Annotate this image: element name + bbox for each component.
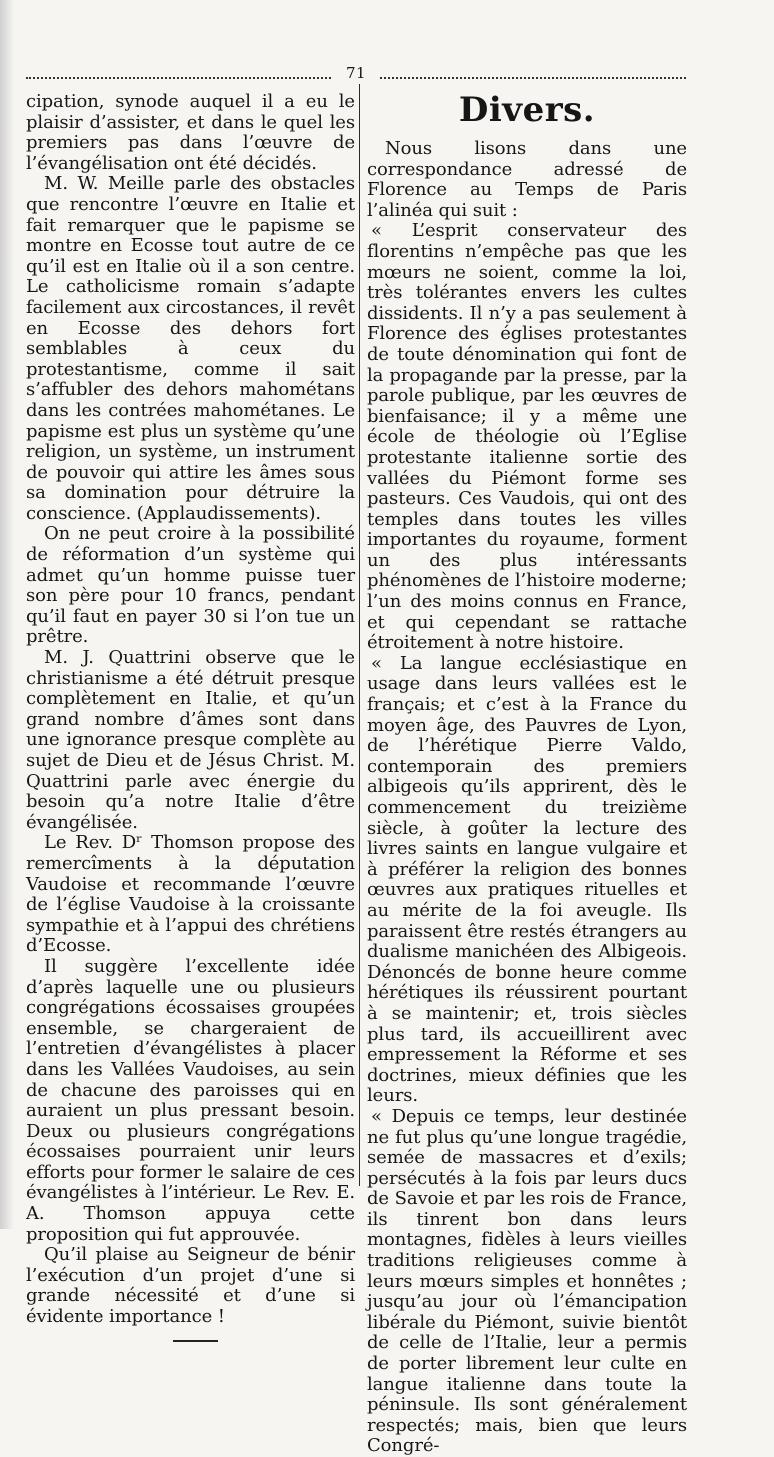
left-column bbox=[26, 92, 355, 1342]
left-paragraph-7: Qu’il plaise au Seigneur de bénir l’exécution d’un projet d’une si grande nécessité et d’une si évidente importance ! bbox=[26, 1244, 355, 1328]
article-end-rule bbox=[173, 1340, 218, 1342]
header-rule-left bbox=[26, 77, 331, 79]
left-paragraph-1: cipation, synode auquel il a eu le plaisir d’assister, et dans le quel les premiers pas dans l’œuvre de l’évangélisation ont été décidés. bbox=[26, 91, 355, 174]
right-column bbox=[367, 92, 687, 1457]
section-title: Divers. bbox=[458, 90, 596, 130]
left-paragraph-6: Il suggère l’excellente idée d’après laquelle une ou plusieurs congrégations écossaises groupées ensemble, se chargeraient de l’entretien d’évangélistes à placer dans les Vallées Vaudoises, au sein de chacune des paroisses qui en auraient un plus pressant besoin. Deux ou plusieurs congrégations écossaises pourraient unir leurs efforts pour former le salaire de ces évangélistes à l’intérieur. Le Rev. E. A. Thomson appuya cette proposition qui fut approuvée. bbox=[26, 955, 355, 1245]
right-paragraph-4: « Depuis ce temps, leur destinée ne fut plus qu’une longue tragédie, semée de massacres et d’exils; persécutés à la fois par leurs ducs de Savoie et par les rois de France, ils tinrent bon dans leurs montagnes, fidèles à leurs vieilles traditions religieuses comme à leurs mœurs simples et honnêtes ; jusqu’au jour où l’émancipation libérale du Piémont, suivie bientôt de celle de l’Italie, leur a permis de porter librement leur culte en langue italienne dans toute la péninsule. Ils sont généralement respectés; mais, bien que leurs Congré- bbox=[367, 1105, 687, 1457]
left-paragraph-3: On ne peut croire à la possibilité de réformation d’un système qui admet qu’un homme puisse tuer son père pour 10 francs, pendant qu’il faut en payer 30 si l’on tue un prêtre. bbox=[26, 523, 355, 648]
right-paragraph-2: « L’esprit conservateur des florentins n’empêche pas que les mœurs ne soient, comme la loi, très tolérantes envers les cultes dissidents. Il n’y a pas seulement à Florence des églises protestantes de toute dénomination qui font de la propagande par la presse, par la parole publique, par les œuvres de bienfaisance; il y a même une école de théologie où l’Eglise protestante italienne sortie des vallées du Piémont forme ses pasteurs. Ces Vaudois, qui ont des temples dans toutes les villes importantes du royaume, forment un des plus intéressants phénomènes de l’histoire moderne; l’un des moins connus en France, et qui cependant se rattache étroitement à notre histoire. bbox=[367, 220, 687, 654]
header-rule-right bbox=[380, 77, 686, 79]
right-paragraph-3: « La langue ecclésiastique en usage dans leurs vallées est le français; et c’est à la France du moyen âge, des Pauvres de Lyon, de l’hérétique Pierre Valdo, contemporain des premiers albigeois qu’ils apprirent, dès le commencement du treizième siècle, à goûter la lecture des livres saints en langue vulgaire et à préférer la religion des bonnes œuvres aux pratiques rituelles et au mérite de la foi aveugle. Ils paraissent être restés étrangers au dualisme manichéen des Albigeois. Dénoncés de bonne heure comme hérétiques ils réussirent pourtant à se maintenir; et, trois siècles plus tard, ils accueillirent avec empressement la Réforme et ses doctrines, mieux définies que les leurs. bbox=[367, 652, 687, 1107]
page-number: 71 bbox=[345, 64, 367, 82]
right-paragraph-1: Nous lisons dans une correspondance adressé de Florence au Temps de Paris l’alinéa qui suit : bbox=[367, 138, 687, 221]
page-edge-shadow bbox=[0, 0, 14, 1229]
left-paragraph-2: M. W. Meille parle des obstacles que rencontre l’œuvre en Italie et fait remarquer que le papisme se montre en Ecosse tout autre de ce qu’il est en Italie où il a son centre. Le catholicisme romain s’adapte facilement aux circostances, il revêt en Ecosse des dehors fort semblables à ceux du protestantisme, comme il sait s’affubler des dehors mahométans dans les contrées mahométanes. Le papisme est plus un système qu’une religion, un système, un instrument de pouvoir qui attire les âmes sous sa domination pour détruire la conscience. (Applaudissements). bbox=[26, 173, 355, 524]
left-paragraph-4: M. J. Quattrini observe que le christianisme a été détruit presque complètement en Italie, et qu’un grand nombre d’âmes sont dans une ignorance presque complète au sujet de Dieu et de Jésus Christ. M. Quattrini parle avec énergie du besoin qu’a notre Italie d’être évangélisée. bbox=[26, 647, 355, 833]
left-paragraph-5: Le Rev. Dʳ Thomson propose des remercîments à la députation Vaudoise et recommande l’œuvre de l’église Vaudoise à la croissante sympathie et à l’appui des chrétiens d’Ecosse. bbox=[26, 832, 355, 957]
column-divider bbox=[359, 84, 360, 1186]
